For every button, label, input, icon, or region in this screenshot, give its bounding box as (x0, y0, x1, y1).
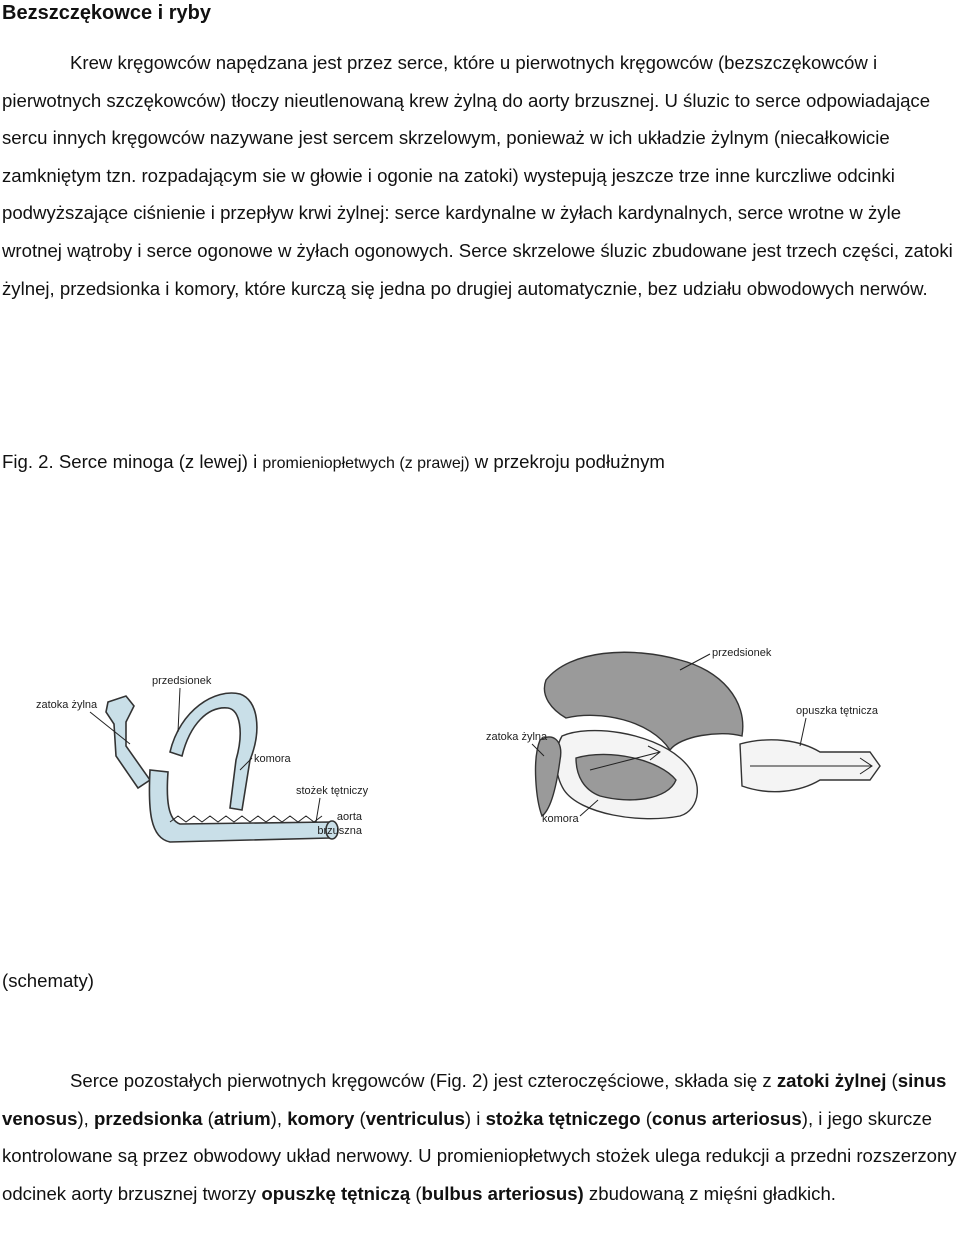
paragraph-intro-text: Krew kręgowców napędzana jest przez serce, które u pierwotnych kręgowców (bezszczękowców i pierwotnych szczękowców) tłoczy nieutlenowaną krew żylną do aorty brzusznej. U śluzic to serce odpowiadające sercu innych kręgowców nazywane jest sercem skrzelowym, ponieważ w ich układzie żylnym (niecałkowicie zamkniętym tzn. rozpadającym sie w głowie i ogonie na zatoki) wystepują jeszcze trze inne kurczliwe odcinki podwyższające ciśnienie i przepływ krwi żylnej: serce kardynalne w żyłach kardynalnych, serce wrotne w żyle wrotnej wątroby i serce ogonowe w żyłach ogonowych. Serce skrzelowe śluzic zbudowane jest trzech części, zatoki żylnej, przedsionka i komory, które kurczą się jedna po drugiej automatycznie, bez udziału obwodowych nerwów. (2, 52, 953, 299)
caption-part-2: promieniopłetwych (z prawej) (262, 455, 470, 472)
p2-text-9: ), i jego skurcze kontrolowane są przez obwodowy układ nerwowy. U promieniopłetwych stożek ulega redukcji a przedni rozszerzony odcinek aorty brzusznej tworzy (2, 1107, 957, 1204)
label-opuszka-right: opuszka tętnicza (796, 705, 878, 717)
term-zatoka-zylna: zatoki żylnej (776, 1070, 887, 1091)
term-stozek-tetniczy: stożka tętniczego (485, 1107, 641, 1129)
ventricle-trabeculae (170, 816, 322, 822)
p2-text-7: ) i (464, 1107, 486, 1129)
paragraph-intro (2, 44, 957, 307)
p2-text-8: ( (640, 1107, 652, 1129)
term-ventriculus: ventriculus (365, 1107, 465, 1129)
sinus-venosus-right (536, 737, 561, 816)
p2-text-4: ( (202, 1107, 214, 1129)
p2-text-6: ( (354, 1107, 366, 1129)
label-aorta-left-2: brzuszna (317, 825, 362, 837)
term-bulbus-arteriosus: bulbus arteriosus) (421, 1182, 584, 1204)
term-opuszka-tetnicza: opuszkę tętniczą (261, 1182, 411, 1204)
term-przedsionek: przedsionka (93, 1107, 203, 1129)
label-przedsionek-left: przedsionek (152, 675, 212, 687)
p2-text-3: ), (77, 1107, 94, 1129)
label-komora-left: komora (254, 753, 291, 765)
lamprey-heart-figure (30, 660, 370, 850)
actinopterygian-heart-figure (480, 640, 900, 840)
p2-text-5: ), (270, 1107, 288, 1129)
paragraph-four-chambered (2, 1062, 957, 1212)
label-zatoka-right: zatoka żylna (486, 731, 548, 743)
section-title: Bezszczękowce i ryby (2, 2, 211, 24)
term-conus-arteriosus: conus arteriosus (651, 1107, 802, 1129)
p2-text-10: ( (410, 1182, 422, 1204)
label-komora-right: komora (542, 813, 579, 825)
caption-part-1: Fig. 2. Serce minoga (z lewej) i (2, 451, 263, 472)
term-atrium: atrium (213, 1107, 271, 1129)
label-zatoka-left: zatoka żylna (36, 699, 98, 711)
label-stozek-left: stożek tętniczy (296, 785, 369, 797)
atrium-shape (170, 693, 257, 810)
term-komora: komory (287, 1107, 355, 1129)
figure-caption (2, 443, 665, 482)
p2-text-2: ( (886, 1070, 898, 1091)
schematy-note: (schematy) (2, 970, 94, 991)
caption-part-3: w przekroju podłużnym (469, 451, 665, 472)
label-przedsionek-right: przedsionek (712, 647, 772, 659)
term-sinus-venosus: sinus venosus (2, 1070, 947, 1129)
p2-text-1: Serce pozostałych pierwotnych kręgowców (Fig. 2) jest czteroczęściowe, składa się z (70, 1070, 777, 1091)
label-aorta-left-1: aorta (336, 811, 362, 823)
p2-text-11: zbudowaną z mięśni gładkich. (583, 1182, 836, 1204)
